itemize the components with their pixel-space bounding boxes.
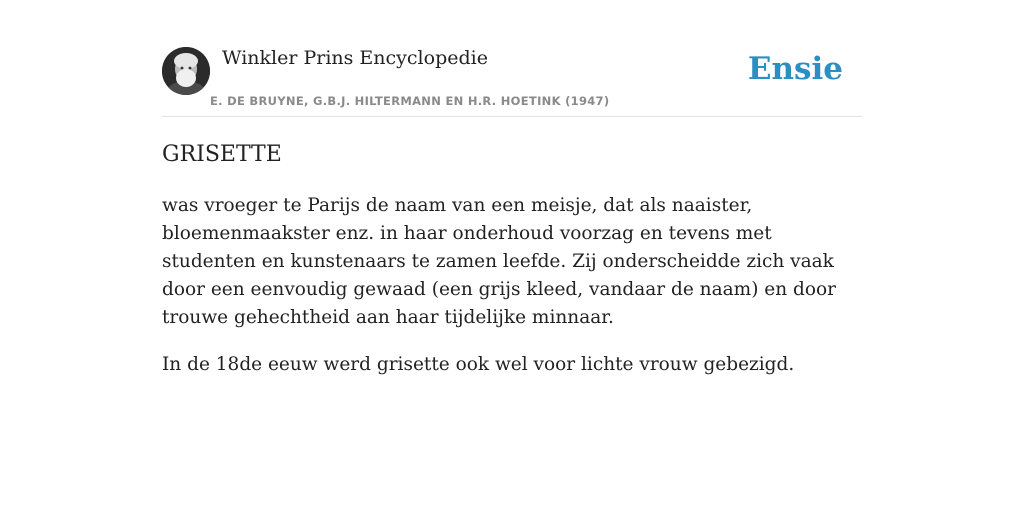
avatar[interactable] bbox=[162, 47, 210, 95]
entry-paragraph: was vroeger te Parijs de naam van een meisje, dat als naaister, bloemenmaakster enz. in haar onderhoud voorzag en tevens met studenten en kunstenaars te zamen leefde. Zij onderscheidde zich vaak door een eenvoudig gewaad (een grijs kleed, vandaar de naam) en door trouwe gehechtheid aan haar tijdelijke minnaar. bbox=[162, 195, 837, 328]
header bbox=[162, 0, 862, 117]
authors-line: E. DE BRUYNE, G.B.J. HILTERMANN EN H.R. HOETINK (1947) bbox=[210, 94, 610, 108]
entry-paragraph: In de 18de eeuw werd grisette ook wel voor lichte vrouw gebezigd. bbox=[162, 354, 795, 375]
encyclopedia-title[interactable]: Winkler Prins Encyclopedie bbox=[222, 47, 488, 69]
entry-body bbox=[162, 192, 862, 398]
ensie-logo[interactable]: Ensie bbox=[747, 51, 843, 87]
portrait-icon bbox=[162, 47, 210, 95]
entry-title: GRISETTE bbox=[162, 142, 282, 167]
